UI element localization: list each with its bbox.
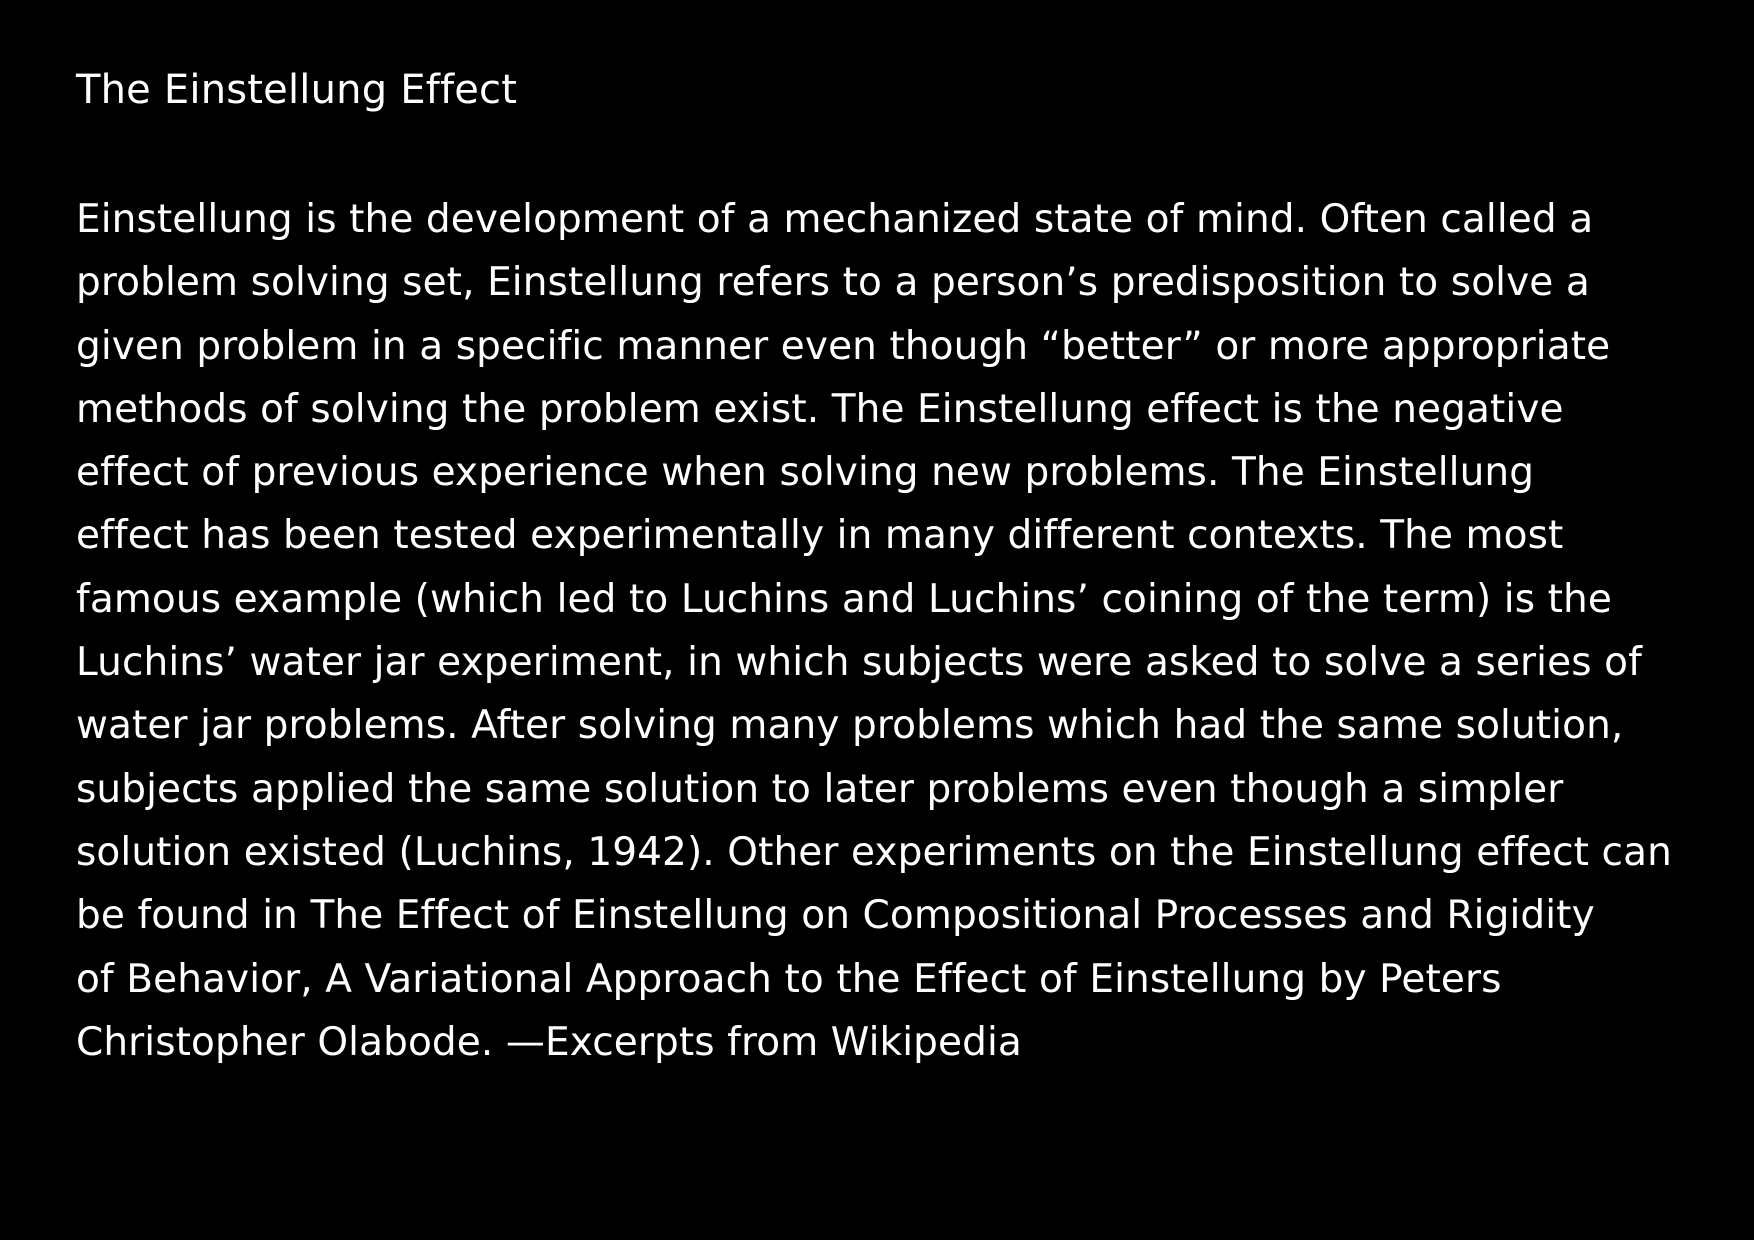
paragraph-line: methods of solving the problem exist. The Einstellung effect is the negative — [76, 386, 1564, 432]
paragraph-line: Luchins’ water jar experiment, in which subjects were asked to solve a series of — [76, 640, 1642, 686]
paragraph-line: subjects applied the same solution to later problems even though a simpler — [76, 766, 1564, 812]
paragraph-line: famous example (which led to Luchins and Luchins’ coining of the term) is the — [76, 576, 1612, 622]
body-paragraph — [76, 188, 1706, 1074]
paragraph-line: Christopher Olabode. —Excerpts from Wikipedia — [76, 1019, 1022, 1065]
paragraph-line: water jar problems. After solving many problems which had the same solution, — [76, 703, 1624, 749]
paragraph-line: solution existed (Luchins, 1942). Other experiments on the Einstellung effect can — [76, 829, 1672, 875]
document-title: The Einstellung Effect — [76, 67, 518, 113]
paragraph-line: given problem in a specific manner even though “better” or more appropriate — [76, 323, 1611, 369]
paragraph-line: Einstellung is the development of a mechanized state of mind. Often called a — [76, 197, 1594, 242]
paragraph-line: of Behavior, A Variational Approach to the Effect of Einstellung by Peters — [76, 956, 1502, 1002]
paragraph-line: problem solving set, Einstellung refers to a person’s predisposition to solve a — [76, 260, 1590, 306]
paragraph-line: effect of previous experience when solving new problems. The Einstellung — [76, 450, 1535, 496]
paragraph-line: be found in The Effect of Einstellung on Compositional Processes and Rigidity — [76, 893, 1595, 939]
paragraph-line: effect has been tested experimentally in many different contexts. The most — [76, 513, 1564, 559]
